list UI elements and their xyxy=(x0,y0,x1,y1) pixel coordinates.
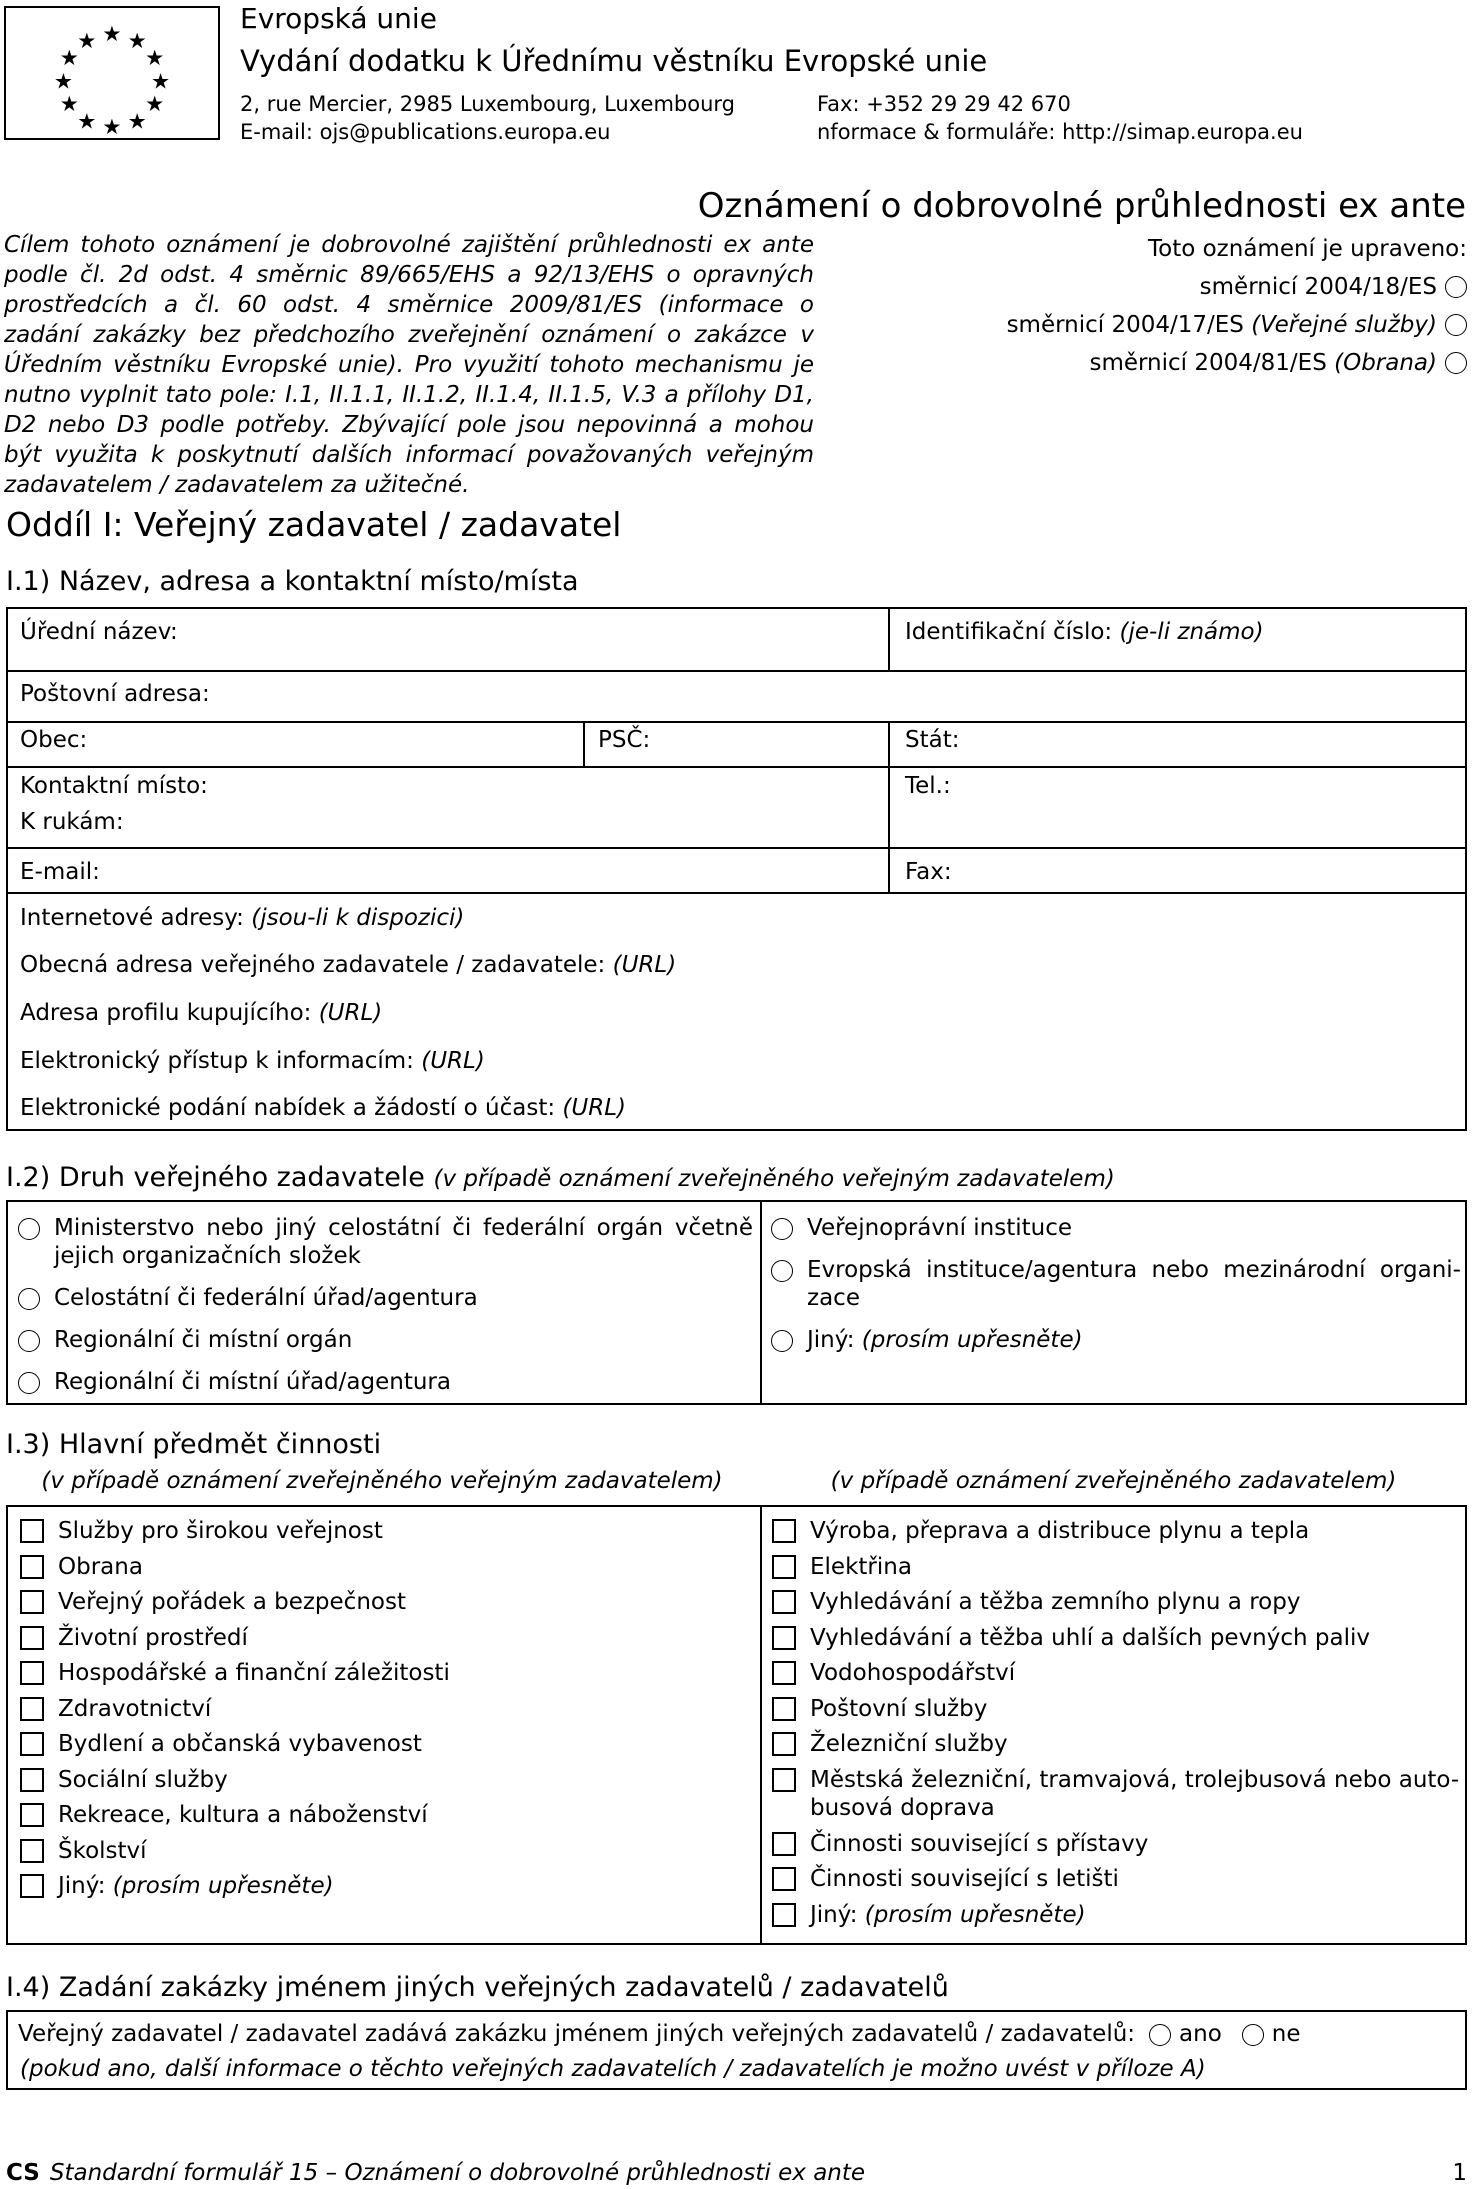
i3-left-checkbox[interactable] xyxy=(20,1768,44,1792)
svg-text:★: ★ xyxy=(59,91,79,117)
i3-left-heading: (v případě oznámení zveřejněného veřejným zadavatelem) xyxy=(41,1468,723,1494)
i2-option-eu-institution[interactable]: Evropská instituce/agentura nebo mezinárodní organi-zace xyxy=(771,1256,1461,1312)
i3-left-label: Veřejný pořádek a bezpečnost xyxy=(58,1589,406,1615)
i3-left-item[interactable] xyxy=(20,1659,750,1687)
radio-2004-17[interactable] xyxy=(1445,314,1467,336)
header-fax: Fax: +352 29 29 42 670 xyxy=(817,92,1071,116)
i3-right-checkbox[interactable] xyxy=(772,1519,796,1543)
i2-option-public-body[interactable]: Veřejnoprávní instituce xyxy=(771,1214,1456,1242)
radio-2004-18[interactable] xyxy=(1445,276,1467,298)
i3-left-label: Rekreace, kultura a náboženství xyxy=(58,1802,428,1828)
i3-right-item[interactable] xyxy=(772,1830,1462,1858)
fax-label: Fax: xyxy=(905,859,952,885)
i3-right-item[interactable] xyxy=(772,1553,1462,1581)
i4-question-row: Veřejný zadavatel / zadavatel zadává zakázku jménem jiných veřejných zadavatelů / zadavatelů: ano ne xyxy=(18,2021,1301,2047)
svg-text:★: ★ xyxy=(127,109,147,135)
notice-intro: Cílem tohoto oznámení je dobrovolné zajištění průhlednosti ex ante podle čl. 2d odst. 4 směrnic 89/665/EHS a 92/13/EHS o opravných prostředcích a čl. 60 odst. 4 směrnice 2009/81/ES (informace o zadání zakázky bez předchozího zveřejnění oznámení o zakázce v Úředním věstníku Evropské unie). Pro využití tohoto mechanismu je nutno vyplnit tato pole: I.1, II.1.1, II.1.2, II.1.4, II.1.5, V.3 a přílohy D1, D2 nebo D3 podle potřeby. Zbývající pole jsou nepovinná a mohou být využita k poskytnutí dalších informací považovaných veřejným zadavatelem / zadavatelem za užitečné. xyxy=(4,232,814,498)
i3-right-item[interactable] xyxy=(772,1588,1462,1616)
tel-label: Tel.: xyxy=(905,773,951,799)
i3-right-checkbox[interactable] xyxy=(772,1732,796,1756)
town-label: Obec: xyxy=(20,727,88,753)
attention-label: K rukám: xyxy=(20,809,124,835)
email-label: E-mail: xyxy=(20,859,100,885)
svg-text:★: ★ xyxy=(150,69,171,95)
i3-title: I.3) Hlavní předmět činnosti xyxy=(6,1429,382,1460)
i3-left-checkbox[interactable] xyxy=(20,1590,44,1614)
i3-left-label: Bydlení a občanská vybavenost xyxy=(58,1731,422,1757)
i3-left-item[interactable] xyxy=(20,1553,750,1581)
i3-right-checkbox[interactable] xyxy=(772,1555,796,1579)
svg-text:★: ★ xyxy=(102,115,122,138)
i3-right-checkbox[interactable] xyxy=(772,1867,796,1891)
postcode-label: PSČ: xyxy=(598,727,651,753)
official-name-label: Úřední název: xyxy=(20,619,178,645)
i3-box xyxy=(6,1505,1467,1945)
footer-page: 1 xyxy=(1452,2160,1467,2186)
i2-box xyxy=(6,1200,1467,1405)
i3-left-item[interactable] xyxy=(20,1730,750,1758)
i3-right-item[interactable] xyxy=(772,1624,1462,1652)
svg-text:★: ★ xyxy=(77,28,97,54)
i2-option-other[interactable]: Jiný: (prosím upřesněte) xyxy=(771,1326,1456,1354)
i3-left-checkbox[interactable] xyxy=(20,1697,44,1721)
contact-point-label: Kontaktní místo: xyxy=(20,773,208,799)
id-number-label: Identifikační číslo: (je-li známo) xyxy=(905,619,1264,645)
eu-stars-icon xyxy=(6,8,218,138)
country-label: Stát: xyxy=(905,727,960,753)
buyer-profile-label: Adresa profilu kupujícího: (URL) xyxy=(20,1000,383,1026)
i3-right-label: Výroba, přeprava a distribuce plynu a tepla xyxy=(810,1518,1310,1544)
i3-left-checkbox[interactable] xyxy=(20,1732,44,1756)
i3-right-item[interactable] xyxy=(772,1730,1462,1758)
page-footer xyxy=(6,2160,1467,2186)
i4-title: I.4) Zadání zakázky jménem jiných veřejných zadavatelů / zadavatelů xyxy=(6,1972,949,2003)
i3-left-other[interactable]: Jiný: (prosím upřesněte) xyxy=(20,1872,750,1900)
i3-left-item[interactable] xyxy=(20,1801,750,1829)
i3-left-checkbox[interactable] xyxy=(20,1839,44,1863)
i3-right-other-checkbox[interactable] xyxy=(772,1903,796,1927)
i3-right-label: Činnosti související s přístavy xyxy=(810,1830,1149,1857)
i3-right-item[interactable] xyxy=(772,1766,1462,1822)
electronic-access-label: Elektronický přístup k informacím: (URL) xyxy=(20,1048,485,1074)
i3-left-label: Životní prostředí xyxy=(58,1624,248,1651)
i3-right-label: Železniční služby xyxy=(810,1731,1008,1757)
i4-no-radio[interactable] xyxy=(1242,2024,1264,2046)
svg-text:★: ★ xyxy=(53,69,74,95)
i3-left-checkbox[interactable] xyxy=(20,1661,44,1685)
i3-right-item[interactable] xyxy=(772,1865,1462,1893)
i3-left-label: Služby pro širokou veřejnost xyxy=(58,1518,383,1544)
svg-text:★: ★ xyxy=(77,109,97,135)
i3-right-checkbox[interactable] xyxy=(772,1832,796,1856)
i3-right-other[interactable]: Jiný: (prosím upřesněte) xyxy=(772,1901,1462,1929)
svg-text:★: ★ xyxy=(102,21,122,47)
i3-right-checkbox[interactable] xyxy=(772,1626,796,1650)
i3-right-checkbox[interactable] xyxy=(772,1661,796,1685)
i4-note: (pokud ano, další informace o těchto veřejných zadavatelích / zadavatelích je možno uvést v příloze A) xyxy=(20,2056,1206,2082)
svg-text:★: ★ xyxy=(59,46,79,72)
directive-selector xyxy=(867,230,1467,382)
i3-left-label: Zdravotnictví xyxy=(58,1695,212,1722)
i3-right-label: Vodohospodářství xyxy=(810,1660,1016,1686)
directive-2004-81[interactable]: směrnicí 2004/81/ES (Obrana) xyxy=(867,344,1467,382)
postal-address-label: Poštovní adresa: xyxy=(20,681,210,707)
i3-right-label: Poštovní služby xyxy=(810,1695,988,1722)
i2-option-regional-agency[interactable]: Regionální či místní úřad/agentura xyxy=(18,1368,753,1396)
i3-right-label: Vyhledávání a těžba uhlí a dalších pevných paliv xyxy=(810,1624,1370,1651)
i3-left-checkbox[interactable] xyxy=(20,1519,44,1543)
i2-option-regional-authority[interactable]: Regionální či místní orgán xyxy=(18,1326,753,1354)
i3-left-label: Hospodářské a finanční záležitosti xyxy=(58,1660,450,1686)
header-email: E-mail: ojs@publications.europa.eu xyxy=(240,120,611,144)
i1-contact-box xyxy=(6,607,1467,1131)
i3-right-label: Městská železniční, tramvajová, trolejbusová nebo auto-busová doprava xyxy=(810,1766,1460,1821)
i3-right-label: Činnosti související s letišti xyxy=(810,1866,1119,1892)
i2-option-national-agency[interactable]: Celostátní či federální úřad/agentura xyxy=(18,1284,753,1312)
i3-left-checkbox[interactable] xyxy=(20,1626,44,1650)
i3-right-item[interactable] xyxy=(772,1659,1462,1687)
footer-lang: CS xyxy=(6,2160,40,2186)
i1-title: I.1) Název, adresa a kontaktní místo/místa xyxy=(6,566,579,597)
svg-text:★: ★ xyxy=(145,91,165,117)
i3-right-label: Elektřina xyxy=(810,1553,912,1580)
i3-right-checkbox[interactable] xyxy=(772,1590,796,1614)
i4-no-label: ne xyxy=(1271,2021,1301,2047)
i4-box xyxy=(6,2010,1467,2090)
i3-left-label: Školství xyxy=(58,1837,147,1864)
i3-left-other-checkbox[interactable] xyxy=(20,1874,44,1898)
svg-text:★: ★ xyxy=(127,28,147,54)
header-org: Evropská unie xyxy=(240,2,437,35)
i3-left-label: Sociální služby xyxy=(58,1766,228,1793)
i3-left-checkbox[interactable] xyxy=(20,1803,44,1827)
i3-left-item[interactable] xyxy=(20,1517,750,1545)
general-address-label: Obecná adresa veřejného zadavatele / zadavatele: (URL) xyxy=(20,952,677,978)
eu-flag-logo xyxy=(4,6,220,140)
header-info: nformace & formuláře: http://simap.europa.eu xyxy=(817,120,1303,144)
i3-left-item[interactable] xyxy=(20,1766,750,1794)
header-address: 2, rue Mercier, 2985 Luxembourg, Luxembourg xyxy=(240,92,735,116)
directive-2004-18[interactable]: směrnicí 2004/18/ES xyxy=(867,268,1467,306)
header-publication: Vydání dodatku k Úřednímu věstníku Evropské unie xyxy=(240,44,988,78)
i3-left-label: Obrana xyxy=(58,1553,143,1580)
internet-label: Internetové adresy: (jsou-li k dispozici) xyxy=(20,905,465,931)
i3-right-label: Vyhledávání a těžba zemního plynu a ropy xyxy=(810,1589,1301,1615)
i3-right-item[interactable] xyxy=(772,1695,1462,1723)
regulated-label: Toto oznámení je upraveno: xyxy=(1147,236,1467,262)
radio-2004-81[interactable] xyxy=(1445,352,1467,374)
i3-left-item[interactable] xyxy=(20,1837,750,1865)
section-title: Oddíl I: Veřejný zadavatel / zadavatel xyxy=(6,505,622,544)
i3-left-item[interactable] xyxy=(20,1624,750,1652)
notice-title: Oznámení o dobrovolné průhlednosti ex ante xyxy=(697,186,1466,226)
i3-right-checkbox[interactable] xyxy=(772,1697,796,1721)
i3-right-checkbox[interactable] xyxy=(772,1768,796,1792)
directive-2004-17[interactable]: směrnicí 2004/17/ES (Veřejné služby) xyxy=(867,306,1467,344)
i4-yes-radio[interactable] xyxy=(1149,2024,1171,2046)
svg-text:★: ★ xyxy=(145,46,165,72)
electronic-submission-label: Elektronické podání nabídek a žádostí o účast: (URL) xyxy=(20,1095,626,1121)
i2-title: I.2) Druh veřejného zadavatele (v případě oznámení zveřejněného veřejným zadavatelem) xyxy=(6,1162,1115,1193)
i3-left-item[interactable] xyxy=(20,1588,750,1616)
i2-option-ministry[interactable]: Ministerstvo nebo jiný celostátní či federální orgán včetně jejich organizačních složek xyxy=(18,1214,753,1270)
i3-left-checkbox[interactable] xyxy=(20,1555,44,1579)
footer-form: Standardní formulář 15 – Oznámení o dobrovolné průhlednosti ex ante xyxy=(49,2160,866,2186)
i3-left-item[interactable] xyxy=(20,1695,750,1723)
i3-right-heading: (v případě oznámení zveřejněného zadavatelem) xyxy=(830,1468,1397,1494)
i4-yes-label: ano xyxy=(1179,2021,1222,2047)
i3-right-item[interactable] xyxy=(772,1517,1462,1545)
